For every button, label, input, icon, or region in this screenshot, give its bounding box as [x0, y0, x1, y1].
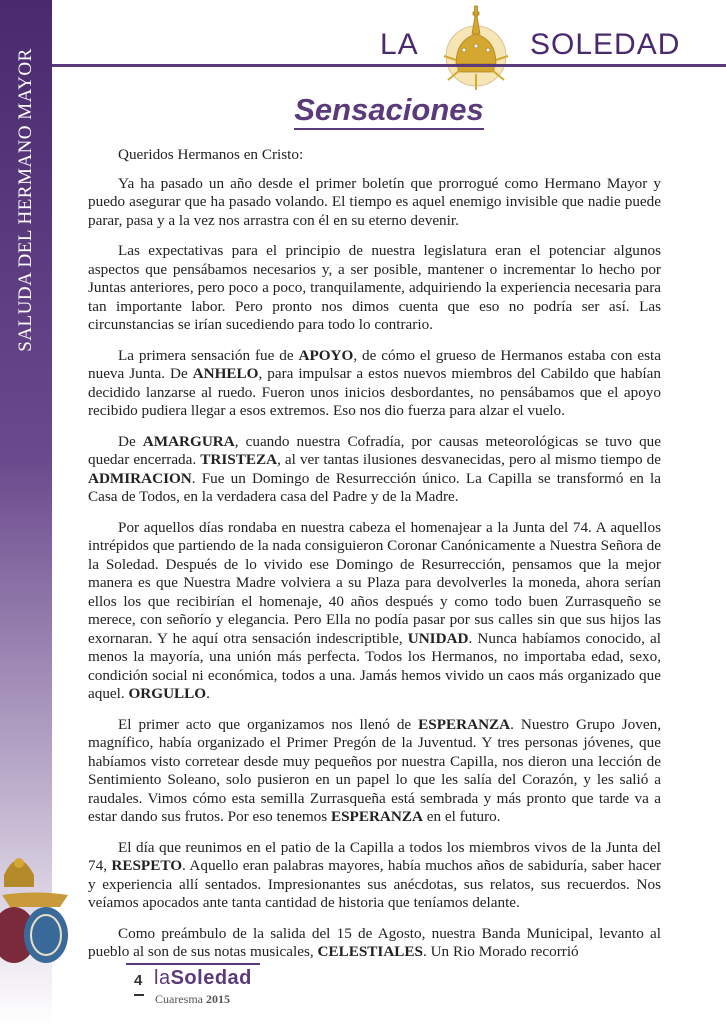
paragraph-6: El primer acto que organizamos nos llenó de ESPERANZA. Nuestro Grupo Joven, magnífico, había organizado el Primer Pregón de la Juventud. Y tres personas jóvenes, que habíamos visto corretear desde muy pequeños por nuestra Capilla, nos dieron una lección de Sentimiento Soleano, solo pusieron en un papel lo que les salía del Corazón, y les salió a raudales. Vimos cómo esta semilla Zurrasqueña está sembrada y más pronto que tarde va a estar dando sus frutos. Por eso tenemos ESPERANZA en el futuro.	[88, 715, 662, 825]
page-number-underline	[134, 994, 144, 996]
paragraph-3: La primera sensación fue de APOYO, de cómo el grueso de Hermanos estaba con esta nueva Junta. De ANHELO, para impulsar a estos nuevos miembros del Cabildo que habían decidido lanzarse al ruedo. Fueron unos inicios desbordantes, no pensábamos que el apoyo recibido pudiera llegar a esos extremos. Eso nos dio fuerza para alzar el vuelo.	[88, 346, 661, 419]
section-label: SALUDA DEL HERMANO MAYOR	[15, 48, 36, 352]
brand-la: LA	[380, 28, 419, 61]
header-divider	[52, 64, 726, 67]
greeting: Queridos Hermanos en Cristo:	[118, 146, 304, 163]
brotherhood-emblem-icon	[0, 835, 70, 995]
paragraph-2: Las expectativas para el principio de nuestra legislatura eran el potenciar algunos aspectos que pensábamos necesarios y, a ser posible, mantener o incrementar lo hecho por Juntas anteriores, pero poco a poco, tranquilamente, adquiriendo la experiencia necesaria para tan importante labor. Pero pronto nos dimos cuenta que eso no podría ser así. Las circunstancias se irían sucediendo para todo lo contrario.	[88, 242, 661, 333]
article-body	[88, 146, 661, 974]
article-title: Sensaciones	[52, 92, 726, 128]
crown-icon	[436, 4, 516, 100]
paragraph-1: Ya ha pasado un año desde el primer boletín que prorrogué como Hermano Mayor y puedo asegurar que ha pasado volando. El tiempo es aquel enemigo invisible que nadie puede parar, pasa y a la vez nos arrastra con él en su eterno devenir.	[88, 174, 661, 229]
footer-divider	[126, 963, 260, 965]
brand-soledad: SOLEDAD	[530, 28, 681, 61]
paragraph-4: De AMARGURA, cuando nuestra Cofradía, por causas meteorológicas se tuvo que quedar encerrada. TRISTEZA, al ver tantas ilusiones desvanecidas, pero al mismo tiempo de ADMIRACION. Fue un Domingo de Resurrección único. La Capilla se transformó en la Casa de Todos, en la verdadera casa del Padre y de la Madre.	[88, 432, 661, 505]
footer-issue: Cuaresma 2015	[155, 992, 230, 1006]
page-number: 4	[134, 972, 143, 989]
paragraph-8: Como preámbulo de la salida del 15 de Agosto, nuestra Banda Municipal, levanto al pueblo al son de sus notas musicales, CELESTIALES. Un Rio Morado recorrió	[88, 924, 661, 960]
paragraph-7: El día que reunimos en el patio de la Capilla a todos los miembros vivos de la Junta del 74, RESPETO. Aquello eran palabras mayores, había muchos años de sabiduría, saber hacer y experiencia allí sentados. Impresionantes sus anécdotas, sus relatos, sus recuerdos. Nos veíamos apocados ante tanta cantidad de historia que teníamos delante.	[88, 838, 662, 911]
footer-brand: laSoledad	[154, 967, 252, 989]
paragraph-5: Por aquellos días rondaba en nuestra cabeza el homenajear a la Junta del 74. A aquellos intrépidos que partiendo de la nada consiguieron Coronar Canónicamente a Nuestra Señora de la Soledad. Después de lo vivido ese Domingo de Resurrección, pensamos que la mejor manera es que Nuestra Madre volviera a su Plaza para devolverles la moneda, ahora serían ellos los que recibirían el homenaje, 40 años después y como todo buen Zurrasqueño se merece, con señorío y elegancia. Pero Ella no podía pasar por sus calles sin que sus hijos las exornaran. Y he aquí otra sensación indescriptible, UNIDAD. Nunca habíamos conocido, al menos la mayoría, una unión más perfecta. Todos los Hermanos, no importaba edad, sexo, condición social ni económica, todos a una. Jamás hemos vivido un caos más organizado que aquel. ORGULLO.	[88, 518, 661, 702]
